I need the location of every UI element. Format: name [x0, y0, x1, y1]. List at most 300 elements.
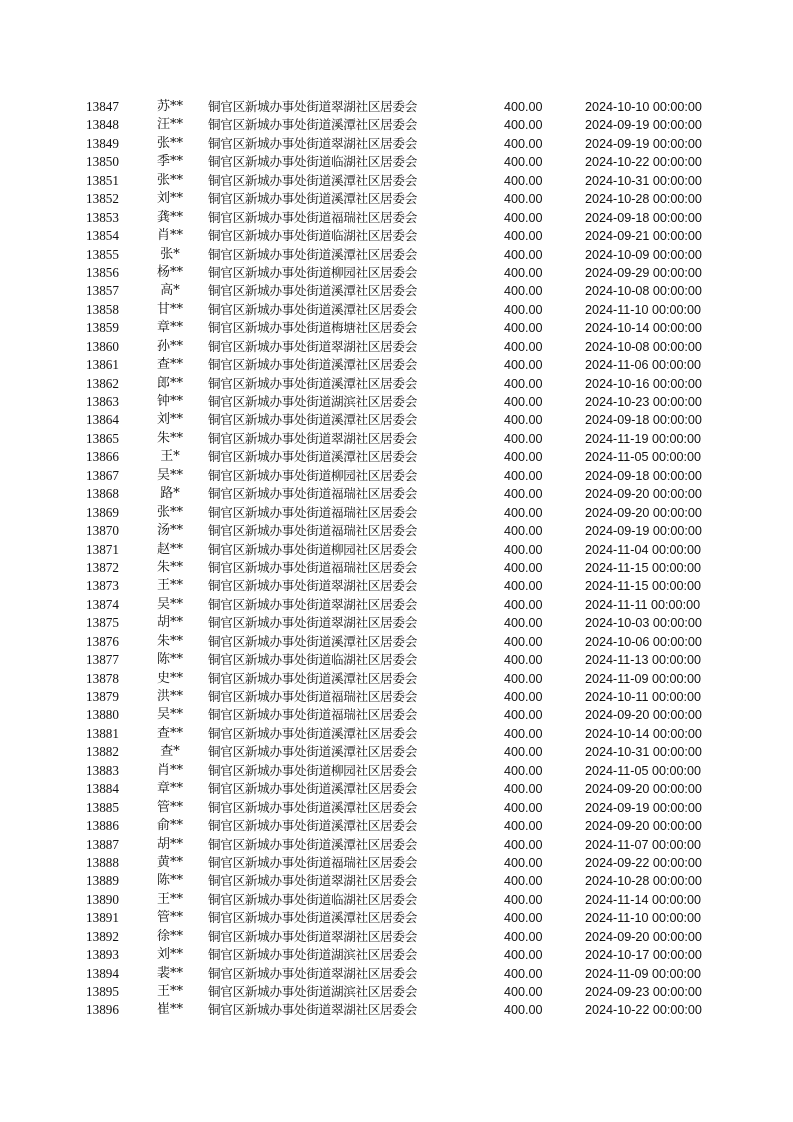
community-committee: 铜官区新城办事处街道翠湖社区居委会: [208, 430, 417, 446]
recipient-name: 查**: [156, 725, 183, 741]
community-committee: 铜官区新城办事处街道溪潭社区居委会: [208, 357, 417, 373]
issue-date: 2024-11-05 00:00:00: [585, 450, 702, 465]
issue-date: 2024-10-08 00:00:00: [585, 339, 702, 354]
record-id: 13891: [86, 910, 119, 926]
record-id: 13856: [86, 264, 119, 280]
community-committee: 铜官区新城办事处街道临湖社区居委会: [208, 652, 417, 668]
community-committee: 铜官区新城办事处街道溪潭社区居委会: [208, 301, 417, 317]
recipient-name: 史**: [156, 670, 183, 686]
recipient-name: 俞**: [156, 818, 183, 834]
recipient-name: 刘**: [156, 191, 183, 207]
recipient-name: 赵**: [156, 541, 183, 557]
amount: 400.00: [504, 431, 543, 446]
issue-date: 2024-09-19 00:00:00: [585, 800, 702, 815]
recipient-name: 张**: [156, 172, 183, 188]
amount: 400.00: [504, 468, 543, 483]
recipient-name: 王**: [156, 578, 183, 594]
amount: 400.00: [504, 155, 543, 170]
record-id: 13864: [86, 412, 119, 428]
recipient-name: 钟**: [156, 394, 183, 409]
issue-date: 2024-10-10 00:00:00: [585, 100, 702, 114]
issue-date: 2024-09-23 00:00:00: [585, 985, 702, 999]
issue-date: 2024-11-09 00:00:00: [585, 966, 702, 981]
issue-date: 2024-11-04 00:00:00: [585, 542, 702, 557]
record-id: 13893: [86, 947, 119, 963]
community-committee: 铜官区新城办事处街道溪潭社区居委会: [208, 117, 417, 133]
community-committee: 铜官区新城办事处街道翠湖社区居委会: [208, 135, 417, 151]
table-row: [0, 448, 793, 466]
issue-date: 2024-09-18 00:00:00: [585, 468, 702, 483]
table-row: [0, 651, 793, 669]
record-id: 13889: [86, 873, 119, 889]
amount: 400.00: [504, 782, 543, 797]
community-committee: 铜官区新城办事处街道溪潭社区居委会: [208, 191, 417, 207]
community-committee: 铜官区新城办事处街道翠湖社区居委会: [208, 965, 417, 981]
amount: 400.00: [504, 284, 543, 299]
table-row: [0, 891, 793, 909]
table-row: [0, 209, 793, 227]
community-committee: 铜官区新城办事处街道福瑞社区居委会: [208, 854, 417, 870]
issue-date: 2024-11-11 00:00:00: [585, 597, 701, 612]
record-id: 13854: [86, 228, 119, 244]
recipient-name: 甘**: [156, 301, 183, 317]
table-row: [0, 522, 793, 540]
record-id: 13874: [86, 596, 119, 612]
table-row: [0, 135, 793, 153]
community-committee: 铜官区新城办事处街道溪潭社区居委会: [208, 818, 417, 834]
recipient-name: 朱**: [156, 633, 183, 649]
community-committee: 铜官区新城办事处街道福瑞社区居委会: [208, 523, 417, 539]
issue-date: 2024-09-29 00:00:00: [585, 265, 702, 280]
table-row: [0, 98, 793, 116]
issue-date: 2024-10-06 00:00:00: [585, 634, 702, 649]
table-row: [0, 319, 793, 337]
issue-date: 2024-10-17 00:00:00: [585, 948, 702, 963]
recipient-name: 吴**: [156, 596, 183, 612]
community-committee: 铜官区新城办事处街道梅塘社区居委会: [208, 320, 417, 336]
record-id: 13850: [86, 154, 119, 170]
record-id: 13879: [86, 689, 119, 704]
recipient-name: 陈**: [156, 873, 183, 889]
issue-date: 2024-11-10 00:00:00: [585, 911, 702, 926]
community-committee: 铜官区新城办事处街道翠湖社区居委会: [208, 99, 417, 114]
record-id: 13851: [86, 172, 119, 188]
recipient-name: 管**: [156, 910, 183, 926]
table-row: [0, 872, 793, 890]
community-committee: 铜官区新城办事处街道溪潭社区居委会: [208, 910, 417, 926]
issue-date: 2024-10-14 00:00:00: [585, 321, 702, 336]
issue-date: 2024-11-15 00:00:00: [585, 560, 702, 575]
table-row: [0, 504, 793, 522]
record-id: 13882: [86, 744, 119, 760]
community-committee: 铜官区新城办事处街道溪潭社区居委会: [208, 744, 417, 760]
community-committee: 铜官区新城办事处街道溪潭社区居委会: [208, 375, 417, 391]
community-committee: 铜官区新城办事处街道溪潭社区居委会: [208, 781, 417, 797]
record-id: 13849: [86, 135, 119, 151]
issue-date: 2024-11-09 00:00:00: [585, 671, 702, 686]
table-row: [0, 780, 793, 798]
issue-date: 2024-09-19 00:00:00: [585, 524, 702, 539]
amount: 400.00: [504, 690, 543, 704]
recipient-name: 徐**: [156, 928, 183, 944]
table-row: [0, 688, 793, 706]
amount: 400.00: [504, 616, 543, 631]
issue-date: 2024-11-19 00:00:00: [585, 431, 702, 446]
community-committee: 铜官区新城办事处街道溪潭社区居委会: [208, 799, 417, 815]
amount: 400.00: [504, 579, 543, 594]
amount: 400.00: [504, 800, 543, 815]
record-id: 13872: [86, 559, 119, 575]
issue-date: 2024-10-28 00:00:00: [585, 874, 702, 889]
recipient-name: 张**: [156, 504, 183, 520]
amount: 400.00: [504, 265, 543, 280]
table-row: [0, 227, 793, 245]
record-id: 13853: [86, 209, 119, 225]
issue-date: 2024-09-20 00:00:00: [585, 505, 702, 520]
amount: 400.00: [504, 376, 543, 391]
recipient-name: 章**: [156, 320, 183, 336]
community-committee: 铜官区新城办事处街道翠湖社区居委会: [208, 338, 417, 354]
record-id: 13865: [86, 430, 119, 446]
table-row: [0, 965, 793, 983]
record-id: 13873: [86, 578, 119, 594]
amount: 400.00: [504, 597, 543, 612]
record-id: 13858: [86, 301, 119, 317]
community-committee: 铜官区新城办事处街道湖滨社区居委会: [208, 947, 417, 963]
recipient-name: 张**: [156, 135, 183, 151]
amount: 400.00: [504, 726, 543, 741]
recipient-name: 裴**: [156, 965, 183, 981]
issue-date: 2024-09-18 00:00:00: [585, 210, 702, 225]
record-id: 13877: [86, 652, 119, 668]
issue-date: 2024-11-07 00:00:00: [585, 837, 702, 852]
community-committee: 铜官区新城办事处街道福瑞社区居委会: [208, 559, 417, 575]
amount: 400.00: [504, 192, 543, 207]
record-id: 13862: [86, 375, 119, 391]
community-committee: 铜官区新城办事处街道湖滨社区居委会: [208, 394, 417, 409]
issue-date: 2024-09-20 00:00:00: [585, 487, 702, 502]
issue-date: 2024-10-09 00:00:00: [585, 247, 702, 262]
table-row: [0, 393, 793, 411]
community-committee: 铜官区新城办事处街道柳园社区居委会: [208, 541, 417, 557]
table-row: [0, 282, 793, 300]
table-row: [0, 1001, 793, 1019]
issue-date: 2024-11-06 00:00:00: [585, 358, 702, 373]
record-id: 13888: [86, 854, 119, 870]
recipient-name: 章**: [156, 781, 183, 797]
recipient-name: 苏**: [156, 99, 183, 114]
table-row: [0, 983, 793, 1001]
community-committee: 铜官区新城办事处街道溪潭社区居委会: [208, 246, 417, 262]
community-committee: 铜官区新城办事处街道溪潭社区居委会: [208, 670, 417, 686]
amount: 400.00: [504, 118, 543, 133]
recipient-name: 管**: [156, 799, 183, 815]
table-row: [0, 762, 793, 780]
issue-date: 2024-10-22 00:00:00: [585, 155, 702, 170]
table-row: [0, 246, 793, 264]
community-committee: 铜官区新城办事处街道溪潭社区居委会: [208, 836, 417, 852]
community-committee: 铜官区新城办事处街道翠湖社区居委会: [208, 873, 417, 889]
community-committee: 铜官区新城办事处街道福瑞社区居委会: [208, 504, 417, 520]
recipient-name: 王*: [160, 449, 180, 465]
community-committee: 铜官区新城办事处街道柳园社区居委会: [208, 762, 417, 778]
record-id: 13878: [86, 670, 119, 686]
amount: 400.00: [504, 247, 543, 262]
community-committee: 铜官区新城办事处街道临湖社区居委会: [208, 891, 417, 907]
table-row: [0, 725, 793, 743]
community-committee: 铜官区新城办事处街道柳园社区居委会: [208, 467, 417, 483]
recipient-name: 张*: [160, 246, 180, 262]
recipient-name: 查**: [156, 357, 183, 373]
recipient-name: 郎**: [156, 375, 183, 391]
table-row: [0, 264, 793, 282]
recipient-name: 刘**: [156, 947, 183, 963]
amount: 400.00: [504, 892, 543, 907]
issue-date: 2024-10-31 00:00:00: [585, 745, 702, 760]
community-committee: 铜官区新城办事处街道翠湖社区居委会: [208, 1002, 417, 1018]
record-id: 13895: [86, 984, 119, 999]
record-id: 13855: [86, 246, 119, 262]
community-committee: 铜官区新城办事处街道福瑞社区居委会: [208, 486, 417, 502]
amount: 400.00: [504, 210, 543, 225]
amount: 400.00: [504, 653, 543, 668]
community-committee: 铜官区新城办事处街道翠湖社区居委会: [208, 596, 417, 612]
record-id: 13867: [86, 467, 119, 483]
recipient-name: 胡**: [156, 615, 183, 631]
amount: 400.00: [504, 487, 543, 502]
table-row: [0, 799, 793, 817]
amount: 400.00: [504, 985, 543, 999]
recipient-name: 吴**: [156, 707, 183, 723]
recipient-name: 高*: [160, 283, 180, 299]
table-row: [0, 153, 793, 171]
amount: 400.00: [504, 634, 543, 649]
record-id: 13887: [86, 836, 119, 852]
table-row: [0, 909, 793, 927]
table-row: [0, 467, 793, 485]
record-id: 13884: [86, 781, 119, 797]
issue-date: 2024-11-14 00:00:00: [585, 892, 702, 907]
table-row: [0, 596, 793, 614]
record-id: 13892: [86, 928, 119, 944]
issue-date: 2024-11-15 00:00:00: [585, 579, 702, 594]
recipient-name: 汪**: [156, 117, 183, 133]
community-committee: 铜官区新城办事处街道溪潭社区居委会: [208, 283, 417, 299]
record-id: 13848: [86, 117, 119, 133]
issue-date: 2024-09-21 00:00:00: [585, 229, 702, 244]
table-row: [0, 541, 793, 559]
issue-date: 2024-10-14 00:00:00: [585, 726, 702, 741]
amount: 400.00: [504, 874, 543, 889]
table-row: [0, 116, 793, 134]
table-row: [0, 706, 793, 724]
recipient-name: 吴**: [156, 467, 183, 483]
recipient-name: 王**: [156, 984, 183, 999]
issue-date: 2024-09-20 00:00:00: [585, 708, 702, 723]
table-row: [0, 670, 793, 688]
table-row: [0, 817, 793, 835]
community-committee: 铜官区新城办事处街道临湖社区居委会: [208, 154, 417, 170]
table-row: [0, 614, 793, 632]
community-committee: 铜官区新城办事处街道溪潭社区居委会: [208, 449, 417, 465]
amount: 400.00: [504, 229, 543, 244]
community-committee: 铜官区新城办事处街道翠湖社区居委会: [208, 928, 417, 944]
record-id: 13852: [86, 191, 119, 207]
table-row: [0, 190, 793, 208]
recipient-name: 路*: [160, 486, 180, 502]
community-committee: 铜官区新城办事处街道溪潭社区居委会: [208, 725, 417, 741]
amount: 400.00: [504, 1003, 543, 1018]
issue-date: 2024-09-18 00:00:00: [585, 413, 702, 428]
issue-date: 2024-10-22 00:00:00: [585, 1003, 702, 1018]
amount: 400.00: [504, 136, 543, 151]
issue-date: 2024-09-20 00:00:00: [585, 782, 702, 797]
amount: 400.00: [504, 395, 543, 409]
recipient-name: 杨**: [156, 264, 183, 280]
amount: 400.00: [504, 911, 543, 926]
issue-date: 2024-10-11 00:00:00: [585, 690, 702, 704]
records-table: [0, 98, 793, 1020]
amount: 400.00: [504, 413, 543, 428]
table-row: [0, 577, 793, 595]
record-id: 13871: [86, 541, 119, 557]
record-id: 13885: [86, 799, 119, 815]
record-id: 13894: [86, 965, 119, 981]
issue-date: 2024-10-03 00:00:00: [585, 616, 702, 631]
record-id: 13890: [86, 891, 119, 907]
table-row: [0, 485, 793, 503]
recipient-name: 陈**: [156, 652, 183, 668]
amount: 400.00: [504, 560, 543, 575]
table-row: [0, 633, 793, 651]
recipient-name: 洪**: [156, 689, 183, 704]
amount: 400.00: [504, 505, 543, 520]
issue-date: 2024-10-23 00:00:00: [585, 395, 702, 409]
amount: 400.00: [504, 745, 543, 760]
issue-date: 2024-09-19 00:00:00: [585, 136, 702, 151]
record-id: 13847: [86, 99, 119, 114]
amount: 400.00: [504, 966, 543, 981]
amount: 400.00: [504, 450, 543, 465]
amount: 400.00: [504, 819, 543, 834]
record-id: 13870: [86, 523, 119, 539]
recipient-name: 汤**: [156, 523, 183, 539]
record-id: 13881: [86, 725, 119, 741]
table-row: [0, 301, 793, 319]
amount: 400.00: [504, 837, 543, 852]
amount: 400.00: [504, 339, 543, 354]
community-committee: 铜官区新城办事处街道翠湖社区居委会: [208, 615, 417, 631]
recipient-name: 崔**: [156, 1002, 183, 1018]
amount: 400.00: [504, 708, 543, 723]
table-row: [0, 743, 793, 761]
record-id: 13886: [86, 818, 119, 834]
community-committee: 铜官区新城办事处街道柳园社区居委会: [208, 264, 417, 280]
community-committee: 铜官区新城办事处街道临湖社区居委会: [208, 228, 417, 244]
table-row: [0, 356, 793, 374]
amount: 400.00: [504, 948, 543, 963]
amount: 400.00: [504, 100, 543, 114]
table-row: [0, 338, 793, 356]
record-id: 13896: [86, 1002, 119, 1018]
recipient-name: 肖**: [156, 228, 183, 244]
record-id: 13868: [86, 486, 119, 502]
recipient-name: 朱**: [156, 559, 183, 575]
recipient-name: 季**: [156, 154, 183, 170]
record-id: 13863: [86, 394, 119, 409]
table-row: [0, 854, 793, 872]
recipient-name: 王**: [156, 891, 183, 907]
community-committee: 铜官区新城办事处街道福瑞社区居委会: [208, 209, 417, 225]
table-row: [0, 172, 793, 190]
amount: 400.00: [504, 358, 543, 373]
recipient-name: 胡**: [156, 836, 183, 852]
community-committee: 铜官区新城办事处街道福瑞社区居委会: [208, 689, 417, 704]
table-row: [0, 430, 793, 448]
issue-date: 2024-10-08 00:00:00: [585, 284, 702, 299]
issue-date: 2024-11-05 00:00:00: [585, 763, 702, 778]
recipient-name: 肖**: [156, 762, 183, 778]
recipient-name: 查*: [160, 744, 180, 760]
record-id: 13859: [86, 320, 119, 336]
recipient-name: 朱**: [156, 430, 183, 446]
record-id: 13876: [86, 633, 119, 649]
record-id: 13875: [86, 615, 119, 631]
record-id: 13883: [86, 762, 119, 778]
recipient-name: 孙**: [156, 338, 183, 354]
recipient-name: 刘**: [156, 412, 183, 428]
issue-date: 2024-09-20 00:00:00: [585, 819, 702, 834]
amount: 400.00: [504, 763, 543, 778]
community-committee: 铜官区新城办事处街道溪潭社区居委会: [208, 633, 417, 649]
issue-date: 2024-09-19 00:00:00: [585, 118, 702, 133]
record-id: 13860: [86, 338, 119, 354]
table-row: [0, 411, 793, 429]
amount: 400.00: [504, 524, 543, 539]
amount: 400.00: [504, 302, 543, 317]
table-row: [0, 928, 793, 946]
issue-date: 2024-09-20 00:00:00: [585, 929, 702, 944]
community-committee: 铜官区新城办事处街道溪潭社区居委会: [208, 412, 417, 428]
record-id: 13861: [86, 357, 119, 373]
issue-date: 2024-10-28 00:00:00: [585, 192, 702, 207]
issue-date: 2024-10-31 00:00:00: [585, 173, 702, 188]
issue-date: 2024-11-10 00:00:00: [585, 302, 702, 317]
community-committee: 铜官区新城办事处街道福瑞社区居委会: [208, 707, 417, 723]
table-row: [0, 375, 793, 393]
recipient-name: 黄**: [156, 854, 183, 870]
amount: 400.00: [504, 671, 543, 686]
community-committee: 铜官区新城办事处街道翠湖社区居委会: [208, 578, 417, 594]
amount: 400.00: [504, 542, 543, 557]
table-row: [0, 559, 793, 577]
issue-date: 2024-09-22 00:00:00: [585, 855, 702, 870]
issue-date: 2024-11-13 00:00:00: [585, 653, 702, 668]
amount: 400.00: [504, 855, 543, 870]
amount: 400.00: [504, 929, 543, 944]
amount: 400.00: [504, 173, 543, 188]
record-id: 13866: [86, 449, 119, 465]
record-id: 13869: [86, 504, 119, 520]
recipient-name: 龚**: [156, 209, 183, 225]
community-committee: 铜官区新城办事处街道溪潭社区居委会: [208, 172, 417, 188]
record-id: 13880: [86, 707, 119, 723]
community-committee: 铜官区新城办事处街道湖滨社区居委会: [208, 984, 417, 999]
table-row: [0, 836, 793, 854]
issue-date: 2024-10-16 00:00:00: [585, 376, 702, 391]
record-id: 13857: [86, 283, 119, 299]
table-row: [0, 946, 793, 964]
